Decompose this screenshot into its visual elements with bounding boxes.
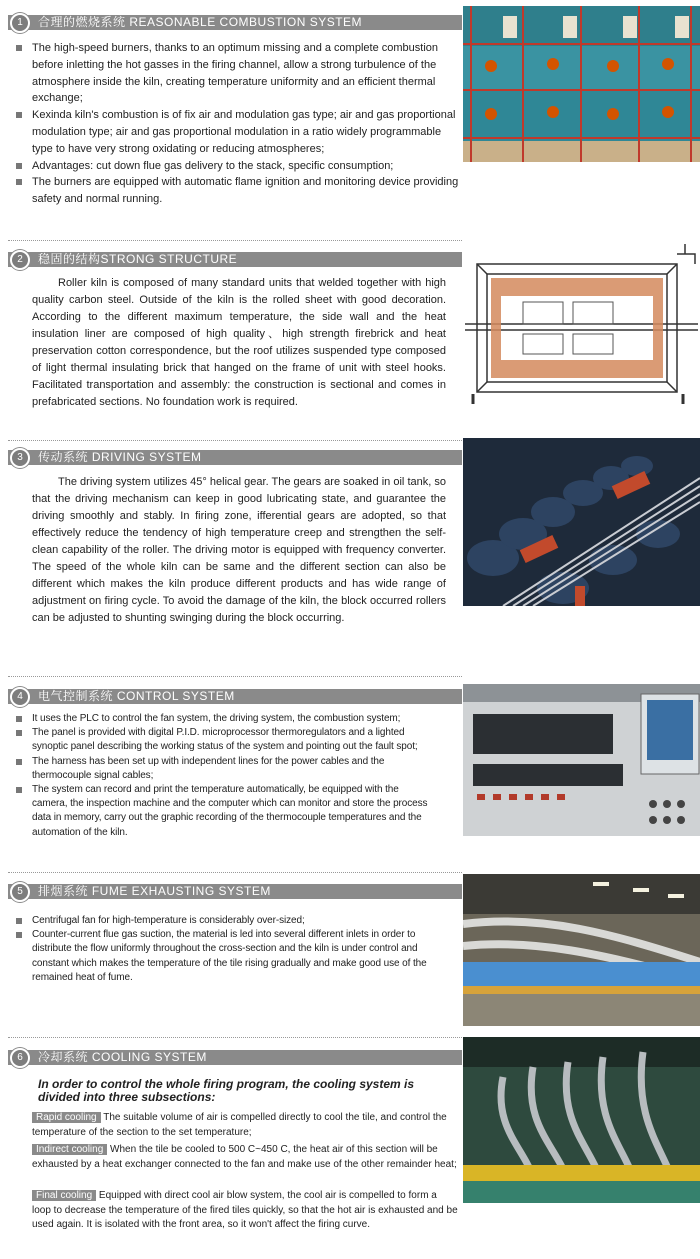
cooling-item-indirect — [32, 1143, 458, 1172]
section-header — [8, 252, 462, 267]
section-title: 冷却系统 COOLING SYSTEM — [38, 1050, 207, 1064]
bullet-list — [14, 712, 434, 840]
bullet-list — [14, 40, 459, 208]
section-header — [8, 1050, 462, 1065]
section-header — [8, 689, 462, 704]
list-item: The panel is provided with digital P.I.D. microprocessor thermoregulators and a lighted synoptic panel describing the working status of the system and pointing out the fault spot; — [14, 726, 434, 754]
section-title: 合理的燃烧系统 REASONABLE COMBUSTION SYSTEM — [38, 15, 363, 29]
section-header — [8, 450, 462, 465]
section-fume — [0, 872, 700, 1037]
section-paragraph: The driving system utilizes 45° helical gear. The gears are soaked in oil tank, so that the driving mechanism can keep in good lubricating state, and guarantee the driving smoothly and stably. In firing zone, ifferential gears are adopted, so that effectively reduce the tendency of high temperature creep and strengthen the self-clean capability of the roller. The driving motor is equipped with frequency converter. The speed of the whole kiln can be same and the different section can also be different which makes the kiln produce different products and has wide range of adjustment on firing cycle. To avoid the damage of the kiln, the block occurred rollers can be adjusted to shunting swinging during the block occurring. — [32, 476, 446, 624]
section-number: 4 — [10, 687, 30, 707]
cooling-intro: In order to control the whole firing program, the cooling system is divided into three subsections: — [38, 1077, 415, 1104]
fume-exhaust-photo — [463, 874, 700, 1026]
cooling-tag: Final cooling — [32, 1190, 96, 1201]
cooling-item-rapid — [32, 1111, 458, 1140]
section-paragraph: Roller kiln is composed of many standard units that welded together with high quality carbon steel. Outside of the kiln is the rolled sheet with good decoration. According to the different maximum temperature, the side wall and the heat insulation liner are composed of high quality、high strength firebrick and heat preservation cotton correspondence, but the roof utilizes suspended type composed of light thermal insulating brick that hanged on the frame of unit with steel hooks. Facilitated transportation and assembly: the construction is sectional and comes in prefabricated sections. No foundation work is required. — [32, 277, 446, 408]
cooling-item-final — [32, 1189, 458, 1233]
section-driving — [0, 440, 700, 676]
control-panel-photo — [463, 684, 700, 836]
cooling-text: The suitable volume of air is compelled directly to cool the tile, and control the temperature of the section to the set temperature; — [32, 1112, 447, 1138]
section-number: 6 — [10, 1048, 30, 1068]
burner-photo — [463, 6, 700, 162]
list-item: Advantages: cut down flue gas delivery to the stack, specific consumption; — [14, 158, 459, 175]
bullet-list — [14, 914, 434, 985]
section-title: 稳固的结构STRONG STRUCTURE — [38, 252, 238, 266]
list-item: The burners are equipped with automatic flame ignition and monitoring device providing safety and normal running. — [14, 174, 459, 208]
section-number: 2 — [10, 250, 30, 270]
list-item: Counter-current flue gas suction, the material is led into several different inlets in order to distribute the flow uniformly throughout the cross-section and the kiln is under control and constant which makes the temperature of the tile rising gradually and make good use of the remained heat of fume. — [14, 928, 434, 985]
section-header — [8, 15, 462, 30]
section-title: 电气控制系统 CONTROL SYSTEM — [38, 689, 235, 703]
section-control — [0, 676, 700, 872]
cooling-text: Equipped with direct cool air blow system, the cool air is compelled to form a loop to decrease the temperature of the fired tiles quickly, so that the hot air is exhausted and be used again. It is isolated with the front area, so it won't affect the firing curve. — [32, 1190, 458, 1231]
list-item: Kexinda kiln's combustion is of fix air and modulation gas type; air and gas proportional modulation type; air and gas proportional modulation in a ratio widely programmable type to have very strong oxidating or reducing atmospheres; — [14, 107, 459, 157]
kiln-structure-diagram — [463, 244, 700, 404]
section-number: 5 — [10, 882, 30, 902]
cooling-tag: Indirect cooling — [32, 1144, 107, 1155]
section-number: 1 — [10, 13, 30, 33]
list-item: Centrifugal fan for high-temperature is considerably over-sized; — [14, 914, 434, 928]
section-structure — [0, 240, 700, 440]
cooling-pipes-photo — [463, 1037, 700, 1203]
section-cooling — [0, 1037, 700, 1259]
section-combustion — [0, 0, 700, 240]
section-title: 传动系统 DRIVING SYSTEM — [38, 450, 202, 464]
section-title: 排烟系统 FUME EXHAUSTING SYSTEM — [38, 884, 271, 898]
list-item: The harness has been set up with independent lines for the power cables and the thermocouple signal cables; — [14, 755, 434, 783]
cooling-tag: Rapid cooling — [32, 1112, 101, 1123]
list-item: The high-speed burners, thanks to an optimum missing and a complete combustion before inletting the hot gasses in the firing channel, allow a strong turbulence of the atmosphere inside the kiln, creating temperature uniformity and an efficient thermal exchange; — [14, 40, 459, 107]
section-header — [8, 884, 462, 899]
cooling-text: When the tile be cooled to 500 C~450 C, the heat air of this section will be exhausted by a heat exchanger connected to the fan and make use of the other remainder heat; — [32, 1144, 457, 1170]
driving-gear-photo — [463, 438, 700, 606]
list-item: It uses the PLC to control the fan system, the driving system, the combustion system; — [14, 712, 434, 726]
list-item: The system can record and print the temperature automatically, be equipped with the camera, the inspection machine and the computer which can monitor and store the process data in memory, carry out the graphic recording of the thermocouple temperatures and the automation of the kiln. — [14, 783, 434, 840]
section-number: 3 — [10, 448, 30, 468]
